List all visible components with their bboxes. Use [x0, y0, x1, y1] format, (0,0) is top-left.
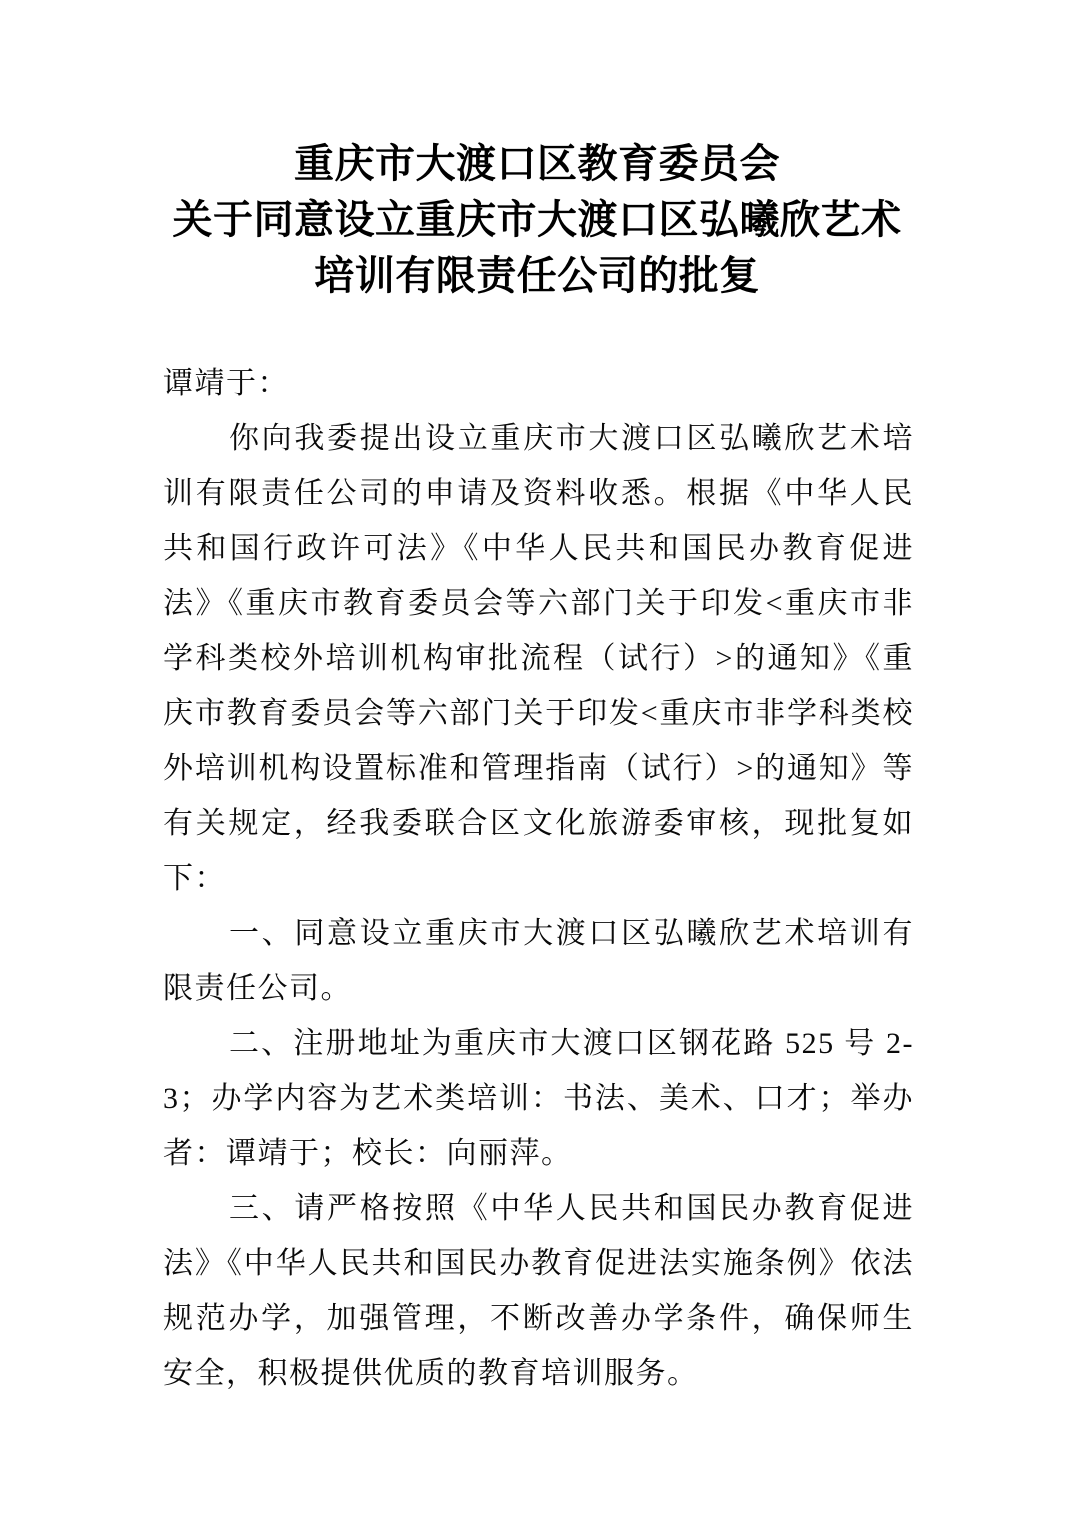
- document-body: [163, 356, 914, 1401]
- paragraph-item-2-registration: 二、注册地址为重庆市大渡口区钢花路 525 号 2-3；办学内容为艺术类培训：书法、美术、口才；举办者：谭靖于；校长：向丽萍。: [163, 1027, 914, 1170]
- title-line-3: 培训有限责任公司的批复: [314, 253, 760, 298]
- paragraph-item-1-approval: 一、同意设立重庆市大渡口区弘曦欣艺术培训有限责任公司。: [163, 917, 914, 1005]
- salutation: 谭靖于：: [163, 367, 289, 400]
- title-line-2: 关于同意设立重庆市大渡口区弘曦欣艺术: [172, 197, 902, 242]
- paragraph-item-3-requirements: 三、请严格按照《中华人民共和国民办教育促进法》《中华人民共和国民办教育促进法实施条例》依法规范办学，加强管理，不断改善办学条件，确保师生安全，积极提供优质的教育培训服务。: [163, 1192, 914, 1390]
- title-line-1: 重庆市大渡口区教育委员会: [294, 141, 780, 186]
- document-title: [0, 136, 1074, 304]
- paragraph-basis: 你向我委提出设立重庆市大渡口区弘曦欣艺术培训有限责任公司的申请及资料收悉。根据《中华人民共和国行政许可法》《中华人民共和国民办教育促进法》《重庆市教育委员会等六部门关于印发<重庆市非学科类校外培训机构审批流程（试行）>的通知》《重庆市教育委员会等六部门关于印发<重庆市非学科类校外培训机构设置标准和管理指南（试行）>的通知》等有关规定，经我委联合区文化旅游委审核，现批复如下：: [163, 422, 914, 895]
